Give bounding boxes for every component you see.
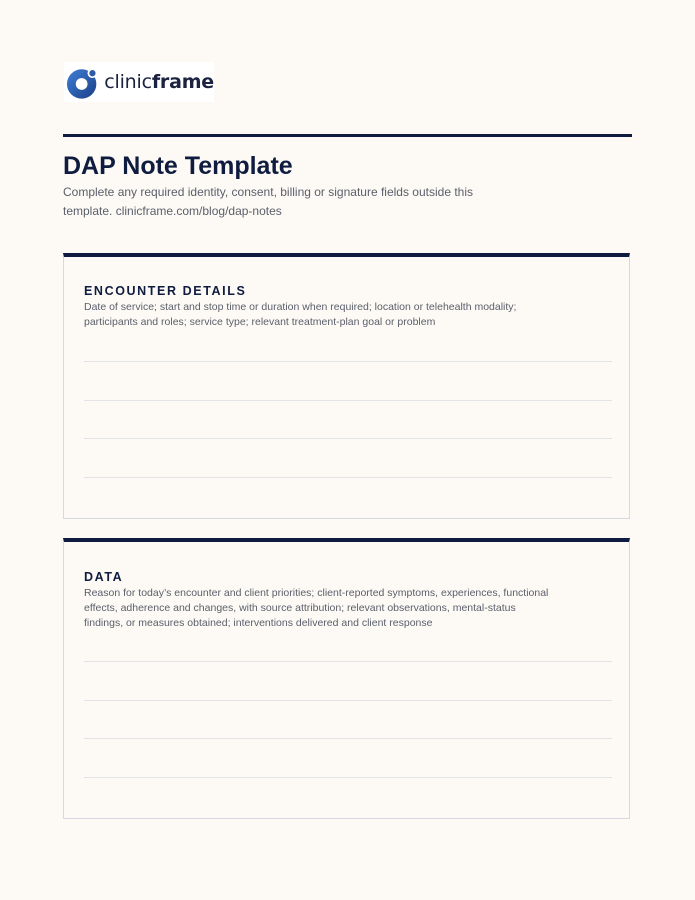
writing-line[interactable]: [84, 438, 612, 439]
writing-line[interactable]: [84, 738, 612, 739]
brand-logo: [64, 62, 214, 102]
header-divider: [63, 134, 632, 137]
writing-line[interactable]: [84, 777, 612, 778]
page-title: DAP Note Template: [63, 152, 293, 180]
writing-line[interactable]: [84, 661, 612, 662]
writing-line[interactable]: [84, 400, 612, 401]
writing-line[interactable]: [84, 477, 612, 478]
section-encounter-details: [63, 253, 630, 519]
brand-name-part2: frame: [151, 71, 214, 93]
section-description: Reason for today’s encounter and client priorities; client-reported symptoms, experiences, functional effects, adherence and changes, with source attribution; relevant observations, mental-status findings, or measures obtained; interventions delivered and client response: [84, 587, 549, 629]
section-heading: ENCOUNTER DETAILS: [84, 284, 247, 298]
section-description: Date of service; start and stop time or duration when required; location or telehealth modality; participants and roles; service type; relevant treatment-plan goal or problem: [84, 301, 517, 328]
brand-wordmark: [104, 71, 214, 93]
section-heading: DATA: [84, 570, 124, 584]
clinicframe-logo-icon: [65, 64, 100, 100]
brand-name-part1: clinic: [104, 71, 152, 93]
writing-line[interactable]: [84, 361, 612, 362]
page-subtitle: Complete any required identity, consent, billing or signature fields outside this template. clinicframe.com/blog/dap-notes: [63, 185, 474, 218]
section-data: [63, 538, 630, 819]
writing-line[interactable]: [84, 700, 612, 701]
